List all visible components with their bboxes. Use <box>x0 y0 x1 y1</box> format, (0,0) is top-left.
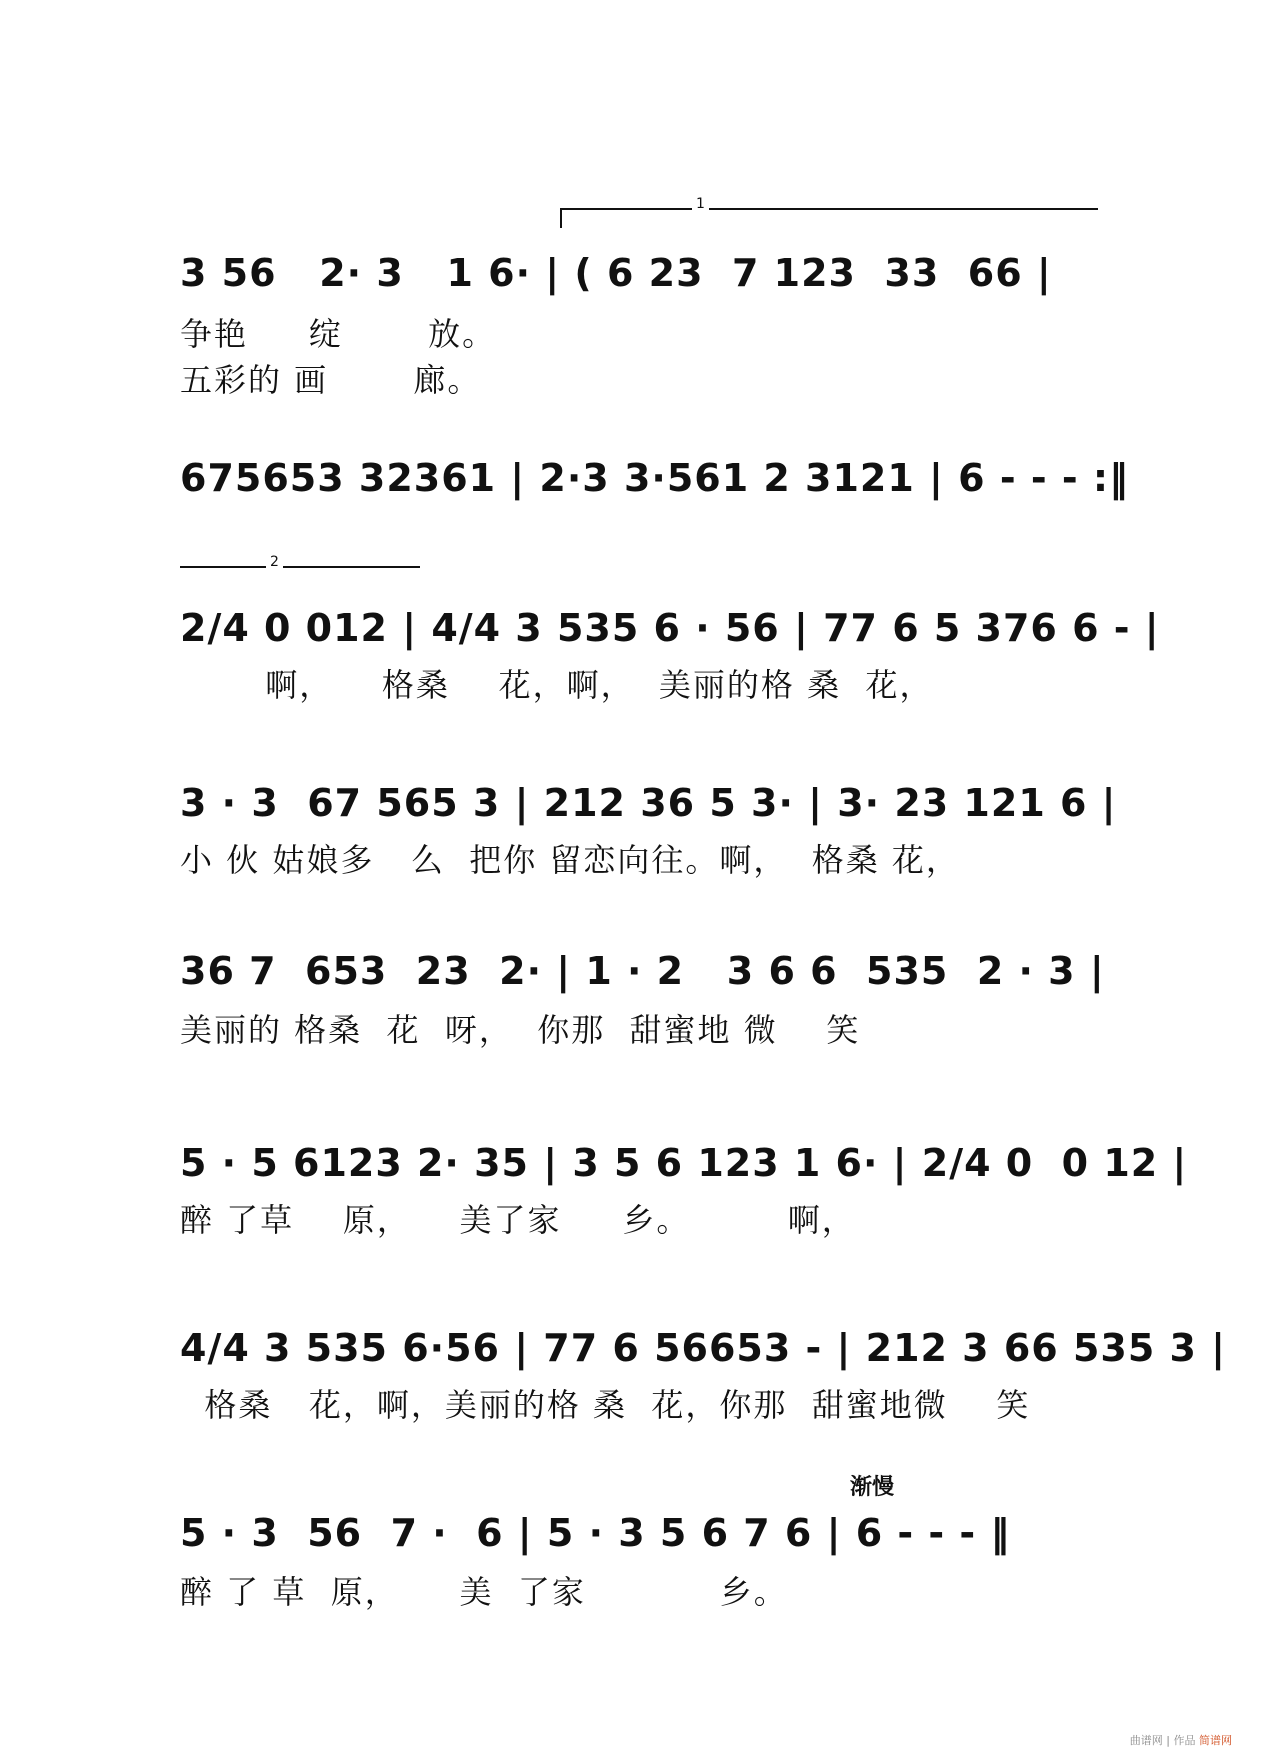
lyric-line: 争艳 绽 放。 <box>180 315 497 353</box>
score-row <box>180 948 1105 1058</box>
lyric-line: 啊， 格桑 花，啊， 美丽的格 桑 花， <box>180 666 934 704</box>
first-ending-number: 1 <box>692 196 709 212</box>
score-row <box>180 605 1160 715</box>
notation-line: 3 · 3 67 565 3 | 212 36 5 3· | 3· 23 121 6 | <box>180 781 1117 825</box>
site-footer <box>1130 1732 1232 1748</box>
lyric-line: 醉 了草 原， 美了家 乡。 啊， <box>180 1201 856 1239</box>
score-row <box>180 250 1100 400</box>
score-row <box>180 780 1117 890</box>
lyric-line: 五彩的 画 廊。 <box>180 361 482 399</box>
second-ending-number: 2 <box>266 554 283 570</box>
score-row <box>180 455 1130 525</box>
lyric-line: 美丽的 格桑 花 呀， 你那 甜蜜地 微 笑 <box>180 1011 861 1049</box>
notation-line: 2/4 0 012 | 4/4 3 535 6 · 56 | 77 6 5 376 6 - | <box>180 606 1160 650</box>
notation-line: 3 56 2· 3 1 6· | ( 6 23 7 123 33 66 | <box>180 251 1052 295</box>
notation-line: 36 7 653 23 2· | 1 · 2 3 6 6 535 2 · 3 | <box>180 949 1105 993</box>
tempo-marking: 渐慢 <box>850 1475 895 1500</box>
footer-site-text: 曲谱网 | 作品 <box>1129 1734 1196 1747</box>
notation-line: 5 · 5 6123 2· 35 | 3 5 6 123 1 6· | 2/4 0 0 12 | <box>180 1141 1188 1185</box>
footer-site-highlight: 简谱网 <box>1199 1734 1232 1747</box>
lyric-line: 醉 了 草 原， 美 了家 乡。 <box>180 1573 788 1611</box>
score-row <box>180 1140 1188 1250</box>
second-ending-bracket <box>180 554 420 586</box>
score-row <box>180 1325 1227 1435</box>
lyric-line: 格桑 花，啊，美丽的格 桑 花，你那 甜蜜地微 笑 <box>180 1386 1031 1424</box>
notation-line: 675653 32361 | 2·3 3·561 2 3121 | 6 - - - :‖ <box>180 456 1130 500</box>
notation-line: 4/4 3 535 6·56 | 77 6 56653 - | 212 3 66 535 3 | <box>180 1326 1227 1370</box>
lyric-line: 小 伙 姑娘多 么 把你 留恋向往。啊， 格桑 花， <box>180 841 960 879</box>
first-ending-bracket <box>560 196 1098 228</box>
score-row <box>180 1510 1100 1620</box>
notation-line: 5 · 3 56 7 · 6 | 5 · 3 5 6 7 6 | 6 - - - ‖ <box>180 1511 1011 1555</box>
